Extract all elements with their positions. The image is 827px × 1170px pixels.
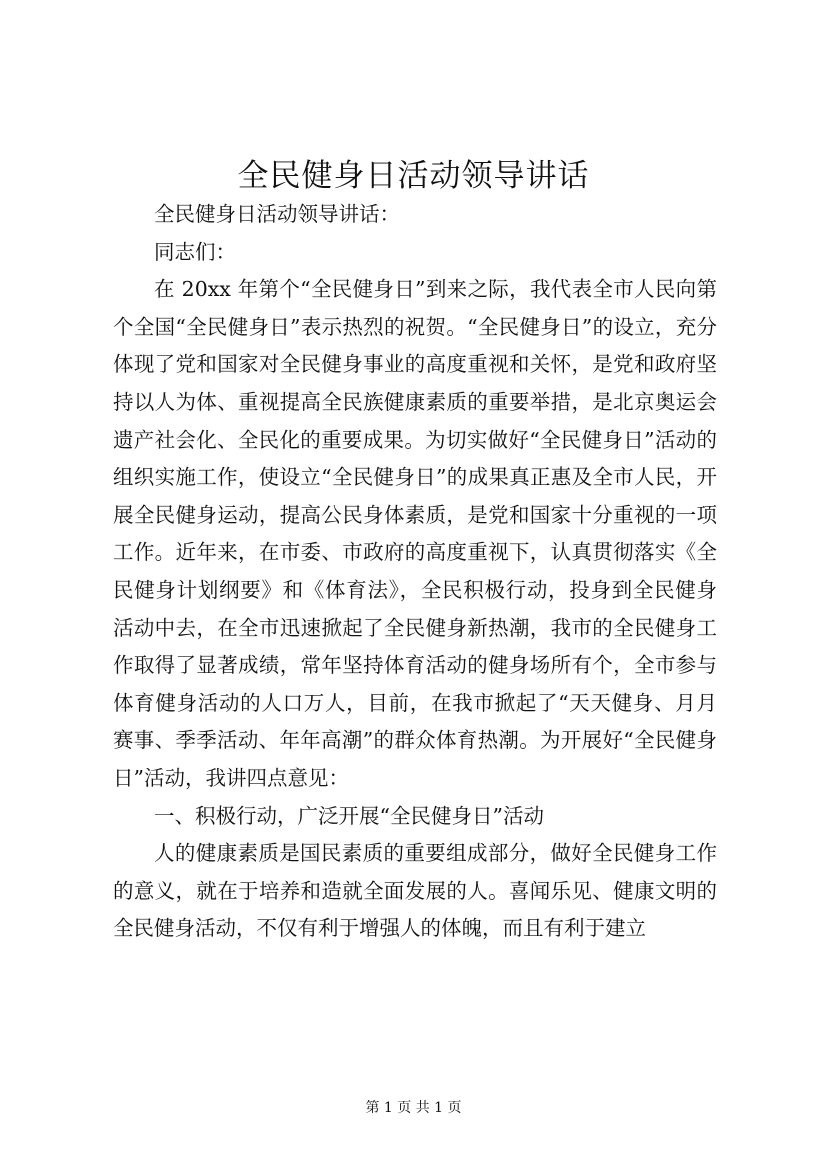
body-paragraph: 人的健康素质是国民素质的重要组成部分，做好全民健身工作的意义，就在于培养和造就全面发展的人。喜闻乐见、健康文明的全民健身活动，不仅有利于增强人的体魄，而且有利于建立: [113, 841, 717, 941]
document-body: [113, 196, 717, 948]
salutation-heading: 全民健身日活动领导讲话：: [154, 202, 400, 226]
page-footer: 第 1 页 共 1 页: [365, 1100, 462, 1116]
salutation: 同志们：: [154, 239, 236, 264]
body-paragraph: 在 20xx 年第个“全民健身日”到来之际，我代表全市人民向第个全国“全民健身日”表示热烈的祝贺。“全民健身日”的设立，充分体现了党和国家对全民健身事业的高度重视和关怀，是党和政府坚持以人为体、重视提高全民族健康素质的重要举措，是北京奥运会遗产社会化、全民化的重要成果。为切实做好“全民健身日”活动的组织实施工作，使设立“全民健身日”的成果真正惠及全市人民，开展全民健身运动，提高公民身体素质，是党和国家十分重视的一项工作。近年来，在市委、市政府的高度重视下，认真贯彻落实《全民健身计划纲要》和《体育法》，全民积极行动，投身到全民健身活动中去，在全市迅速掀起了全民健身新热潮，我市的全民健身工作取得了显著成绩，常年坚持体育活动的健身场所有个，全市参与体育健身活动的人口万人，目前，在我市掀起了“天天健身、月月赛事、季季活动、年年高潮”的群众体育热潮。为开展好“全民健身日”活动，我讲四点意见：: [113, 277, 717, 790]
document-title: 全民健身日活动领导讲话: [237, 158, 590, 194]
section-heading: 一、积极行动，广泛开展“全民健身日”活动: [154, 803, 544, 828]
